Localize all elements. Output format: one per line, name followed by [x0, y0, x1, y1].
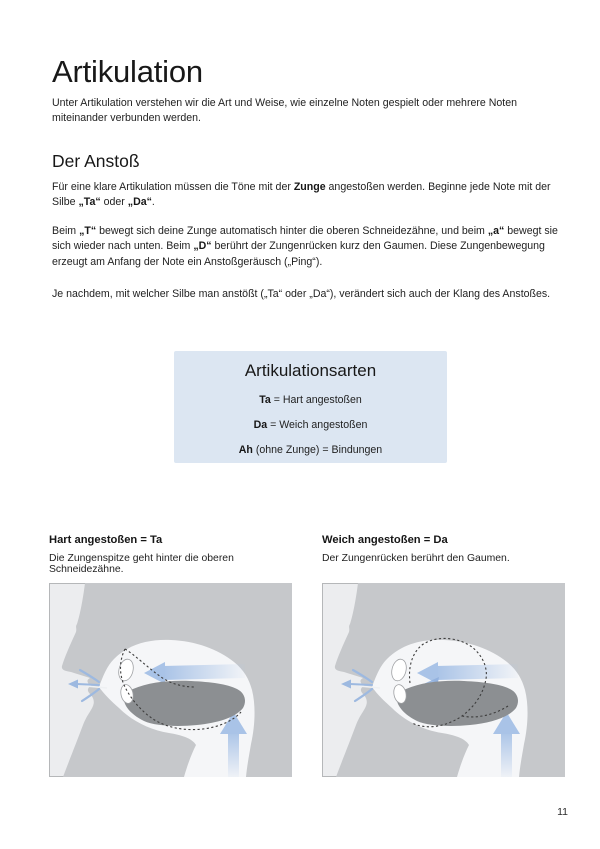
- infobox-item-ta: [174, 388, 447, 413]
- text-run: Für eine klare Artikulation müssen die Töne mit der: [52, 180, 294, 193]
- bold-term-ta: „Ta“: [78, 196, 101, 209]
- airflow-up-arrow-tail: [228, 731, 239, 777]
- infobox-title: Artikulationsarten: [244, 361, 377, 380]
- infobox-term: Ah: [238, 444, 253, 456]
- airflow-in-arrow-tail: [436, 664, 518, 680]
- bold-term-d: „D“: [193, 240, 212, 253]
- column-caption-hart: Die Zungenspitze geht hinter die oberen Schneidezähne.: [49, 553, 234, 575]
- text-run: bewegt sie sich wieder nach unten. Beim: [52, 224, 558, 253]
- intro-paragraph: Unter Artikulation verstehen wir die Art und Weise, wie einzelne Noten gespielt oder mehrere Noten miteinander verbunden werden.: [52, 96, 517, 125]
- infobox-definition: = Hart angestoßen: [270, 394, 362, 406]
- mouth-diagram-da: [322, 583, 565, 777]
- column-heading-hart: Hart angestoßen = Ta: [49, 534, 163, 546]
- articulation-types-infobox: [174, 351, 447, 463]
- infobox-item-list: [174, 388, 447, 463]
- text-run: oder: [100, 196, 128, 209]
- bold-term-da: „Da“: [127, 196, 152, 209]
- infobox-item-da: [174, 413, 447, 438]
- text-run: bewegt sich deine Zunge automatisch hinter die oberen Schneidezähne, und beim: [96, 224, 488, 237]
- infobox-definition: (ohne Zunge) = Bindungen: [252, 444, 383, 456]
- paragraph-anstoss-3: Je nachdem, mit welcher Silbe man anstößt („Ta“ oder „Da“), verändert sich auch der Klang des Anstoßes.: [52, 287, 551, 300]
- text-run: Beim: [52, 224, 80, 237]
- column-caption-weich: Der Zungenrücken berührt den Gaumen.: [322, 553, 510, 564]
- paragraph-anstoss-2: [52, 224, 568, 271]
- bold-term-zunge: Zunge: [293, 180, 326, 193]
- airflow-in-arrow-tail: [163, 664, 245, 680]
- bold-term-t: „T“: [79, 224, 97, 237]
- text-run: .: [151, 196, 155, 209]
- text-run: angestoßen werden. Beginne jede Note mit der Silbe: [52, 180, 551, 209]
- infobox-definition: = Weich angestoßen: [267, 419, 368, 431]
- airflow-up-arrow-tail: [501, 731, 512, 777]
- column-heading-weich: Weich angestoßen = Da: [322, 534, 448, 546]
- breath-spray-icon: [350, 684, 372, 685]
- infobox-term: Ta: [259, 394, 271, 406]
- breath-spray-icon: [77, 684, 99, 685]
- paragraph-anstoss-1: [52, 180, 568, 211]
- bold-term-a: „a“: [487, 224, 505, 237]
- page-number: 11: [557, 806, 568, 818]
- page-title: Artikulation: [52, 53, 203, 89]
- mouth-diagram-ta: [49, 583, 292, 777]
- section-heading-anstoss: Der Anstoß: [52, 150, 140, 171]
- infobox-item-ah: [174, 438, 447, 463]
- infobox-term: Da: [253, 419, 268, 431]
- text-run: berührt der Zungenrücken kurz den Gaumen. Diese Zungenbewegung erzeugt am Anfang der Note ein Anstoßgeräusch („Ping“).: [52, 240, 545, 268]
